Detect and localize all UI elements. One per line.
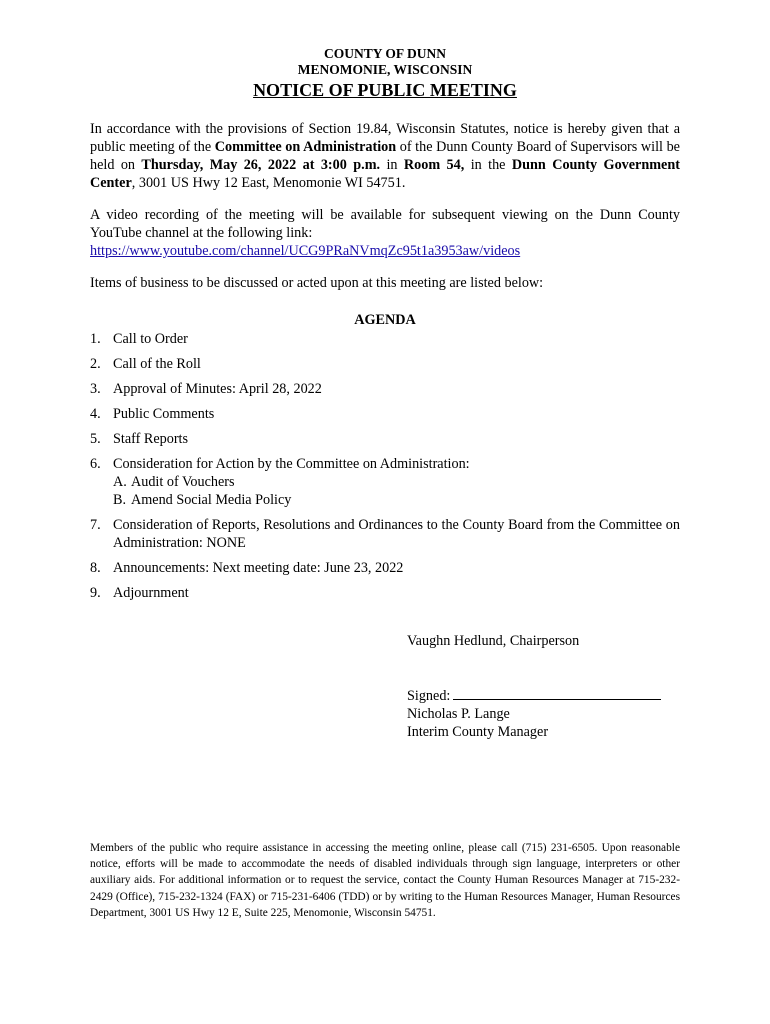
- chairperson-signature: Vaughn Hedlund, Chairperson: [407, 633, 580, 649]
- agenda-item-number: 4.: [90, 406, 101, 422]
- notice-page: [90, 46, 680, 602]
- agenda-item: [90, 559, 680, 577]
- agenda-item-text: Staff Reports: [113, 431, 189, 447]
- intro-paragraph: [90, 120, 680, 192]
- agenda-item: [90, 355, 680, 373]
- youtube-link[interactable]: https://www.youtube.com/channel/UCG9PRaNVmqZc95t1a3953aw/videos: [90, 243, 521, 259]
- agenda-item: [90, 380, 680, 398]
- agenda-item-number: 2.: [90, 356, 101, 372]
- agenda-subitem: [113, 491, 680, 509]
- agenda-item-number: 5.: [90, 431, 101, 447]
- agenda-item-number: 9.: [90, 585, 101, 601]
- agenda-item-number: 1.: [90, 331, 101, 347]
- agenda-list: [90, 330, 680, 602]
- agenda-subitem-letter: B.: [113, 492, 127, 508]
- agenda-subitem: [113, 473, 680, 491]
- county-location: MENOMONIE, WISCONSIN: [297, 62, 473, 77]
- intro-text-4: in the: [464, 157, 512, 173]
- agenda-subitem-letter: A.: [113, 474, 127, 490]
- agenda-item-text: Announcements: Next meeting date: June 23, 2022: [113, 560, 404, 576]
- notice-title: NOTICE OF PUBLIC MEETING: [253, 80, 517, 100]
- agenda-item: [90, 584, 680, 602]
- agenda-item: [90, 430, 680, 448]
- meeting-venue: Dunn County Government Center: [90, 157, 680, 191]
- agenda-item: [90, 455, 680, 509]
- video-text: A video recording of the meeting will be available for subsequent viewing on the Dunn County YouTube channel at the following link:: [90, 207, 680, 241]
- accessibility-notice: Members of the public who require assistance in accessing the meeting online, please call (715) 231-6505. Upon reasonable notice, efforts will be made to accommodate the needs of disabled individuals through sign language, interpreters or other auxiliary aids. For additional information or to request the service, contact the County Human Resources Manager at 715-232-2429 (Office), 715-232-1324 (FAX) or 715-231-6406 (TDD) or by writing to the Human Resources Manager, Human Resources Department, 3001 US Hwy 12 E, Suite 225, Menomonie, Wisconsin 54751.: [90, 842, 680, 919]
- agenda-item-number: 8.: [90, 560, 101, 576]
- intro-text-5: , 3001 US Hwy 12 East, Menomonie WI 54751.: [131, 175, 406, 191]
- agenda-item: [90, 405, 680, 423]
- agenda-item-text: Public Comments: [113, 406, 215, 422]
- agenda-item-number: 3.: [90, 381, 101, 397]
- agenda-item-text: Call of the Roll: [113, 356, 201, 372]
- signature-line: [453, 686, 661, 700]
- agenda-item: [90, 516, 680, 552]
- agenda-subitem-text: Audit of Vouchers: [131, 474, 235, 490]
- intro-text-3: in: [380, 157, 404, 173]
- agenda-item-text: Approval of Minutes: April 28, 2022: [113, 381, 322, 397]
- signed-label: Signed:: [407, 688, 451, 704]
- intro-text-2: of the Dunn County Board of Supervisors will be held on: [90, 139, 680, 173]
- signer-name: Nicholas P. Lange: [407, 706, 510, 722]
- agenda-item-text: Consideration for Action by the Committee on Administration:: [113, 456, 470, 472]
- video-paragraph: [90, 206, 680, 260]
- agenda-subitem-text: Amend Social Media Policy: [131, 492, 292, 508]
- meeting-date: Thursday, May 26, 2022 at 3:00 p.m.: [141, 157, 381, 173]
- agenda-item-text: Call to Order: [113, 331, 188, 347]
- intro-text-1: In accordance with the provisions of Section 19.84, Wisconsin Statutes, notice is hereby given that a public meeting of the: [90, 121, 680, 155]
- items-intro: Items of business to be discussed or acted upon at this meeting are listed below:: [90, 275, 544, 291]
- agenda-item-text: Consideration of Reports, Resolutions and Ordinances to the County Board from the Committee on Administration: NONE: [113, 517, 680, 551]
- signer-role: Interim County Manager: [407, 724, 549, 740]
- notice-header: [90, 46, 680, 102]
- committee-name: Committee on Administration: [214, 139, 397, 155]
- manager-signature-block: [407, 686, 661, 741]
- agenda-item: [90, 330, 680, 348]
- agenda-item-number: 6.: [90, 456, 101, 472]
- meeting-room: Room 54,: [403, 157, 465, 173]
- signed-line: [407, 686, 661, 705]
- county-name: COUNTY OF DUNN: [324, 46, 446, 61]
- agenda-item-text: Adjournment: [113, 585, 189, 601]
- agenda-title: AGENDA: [354, 312, 416, 328]
- agenda-item-number: 7.: [90, 517, 101, 533]
